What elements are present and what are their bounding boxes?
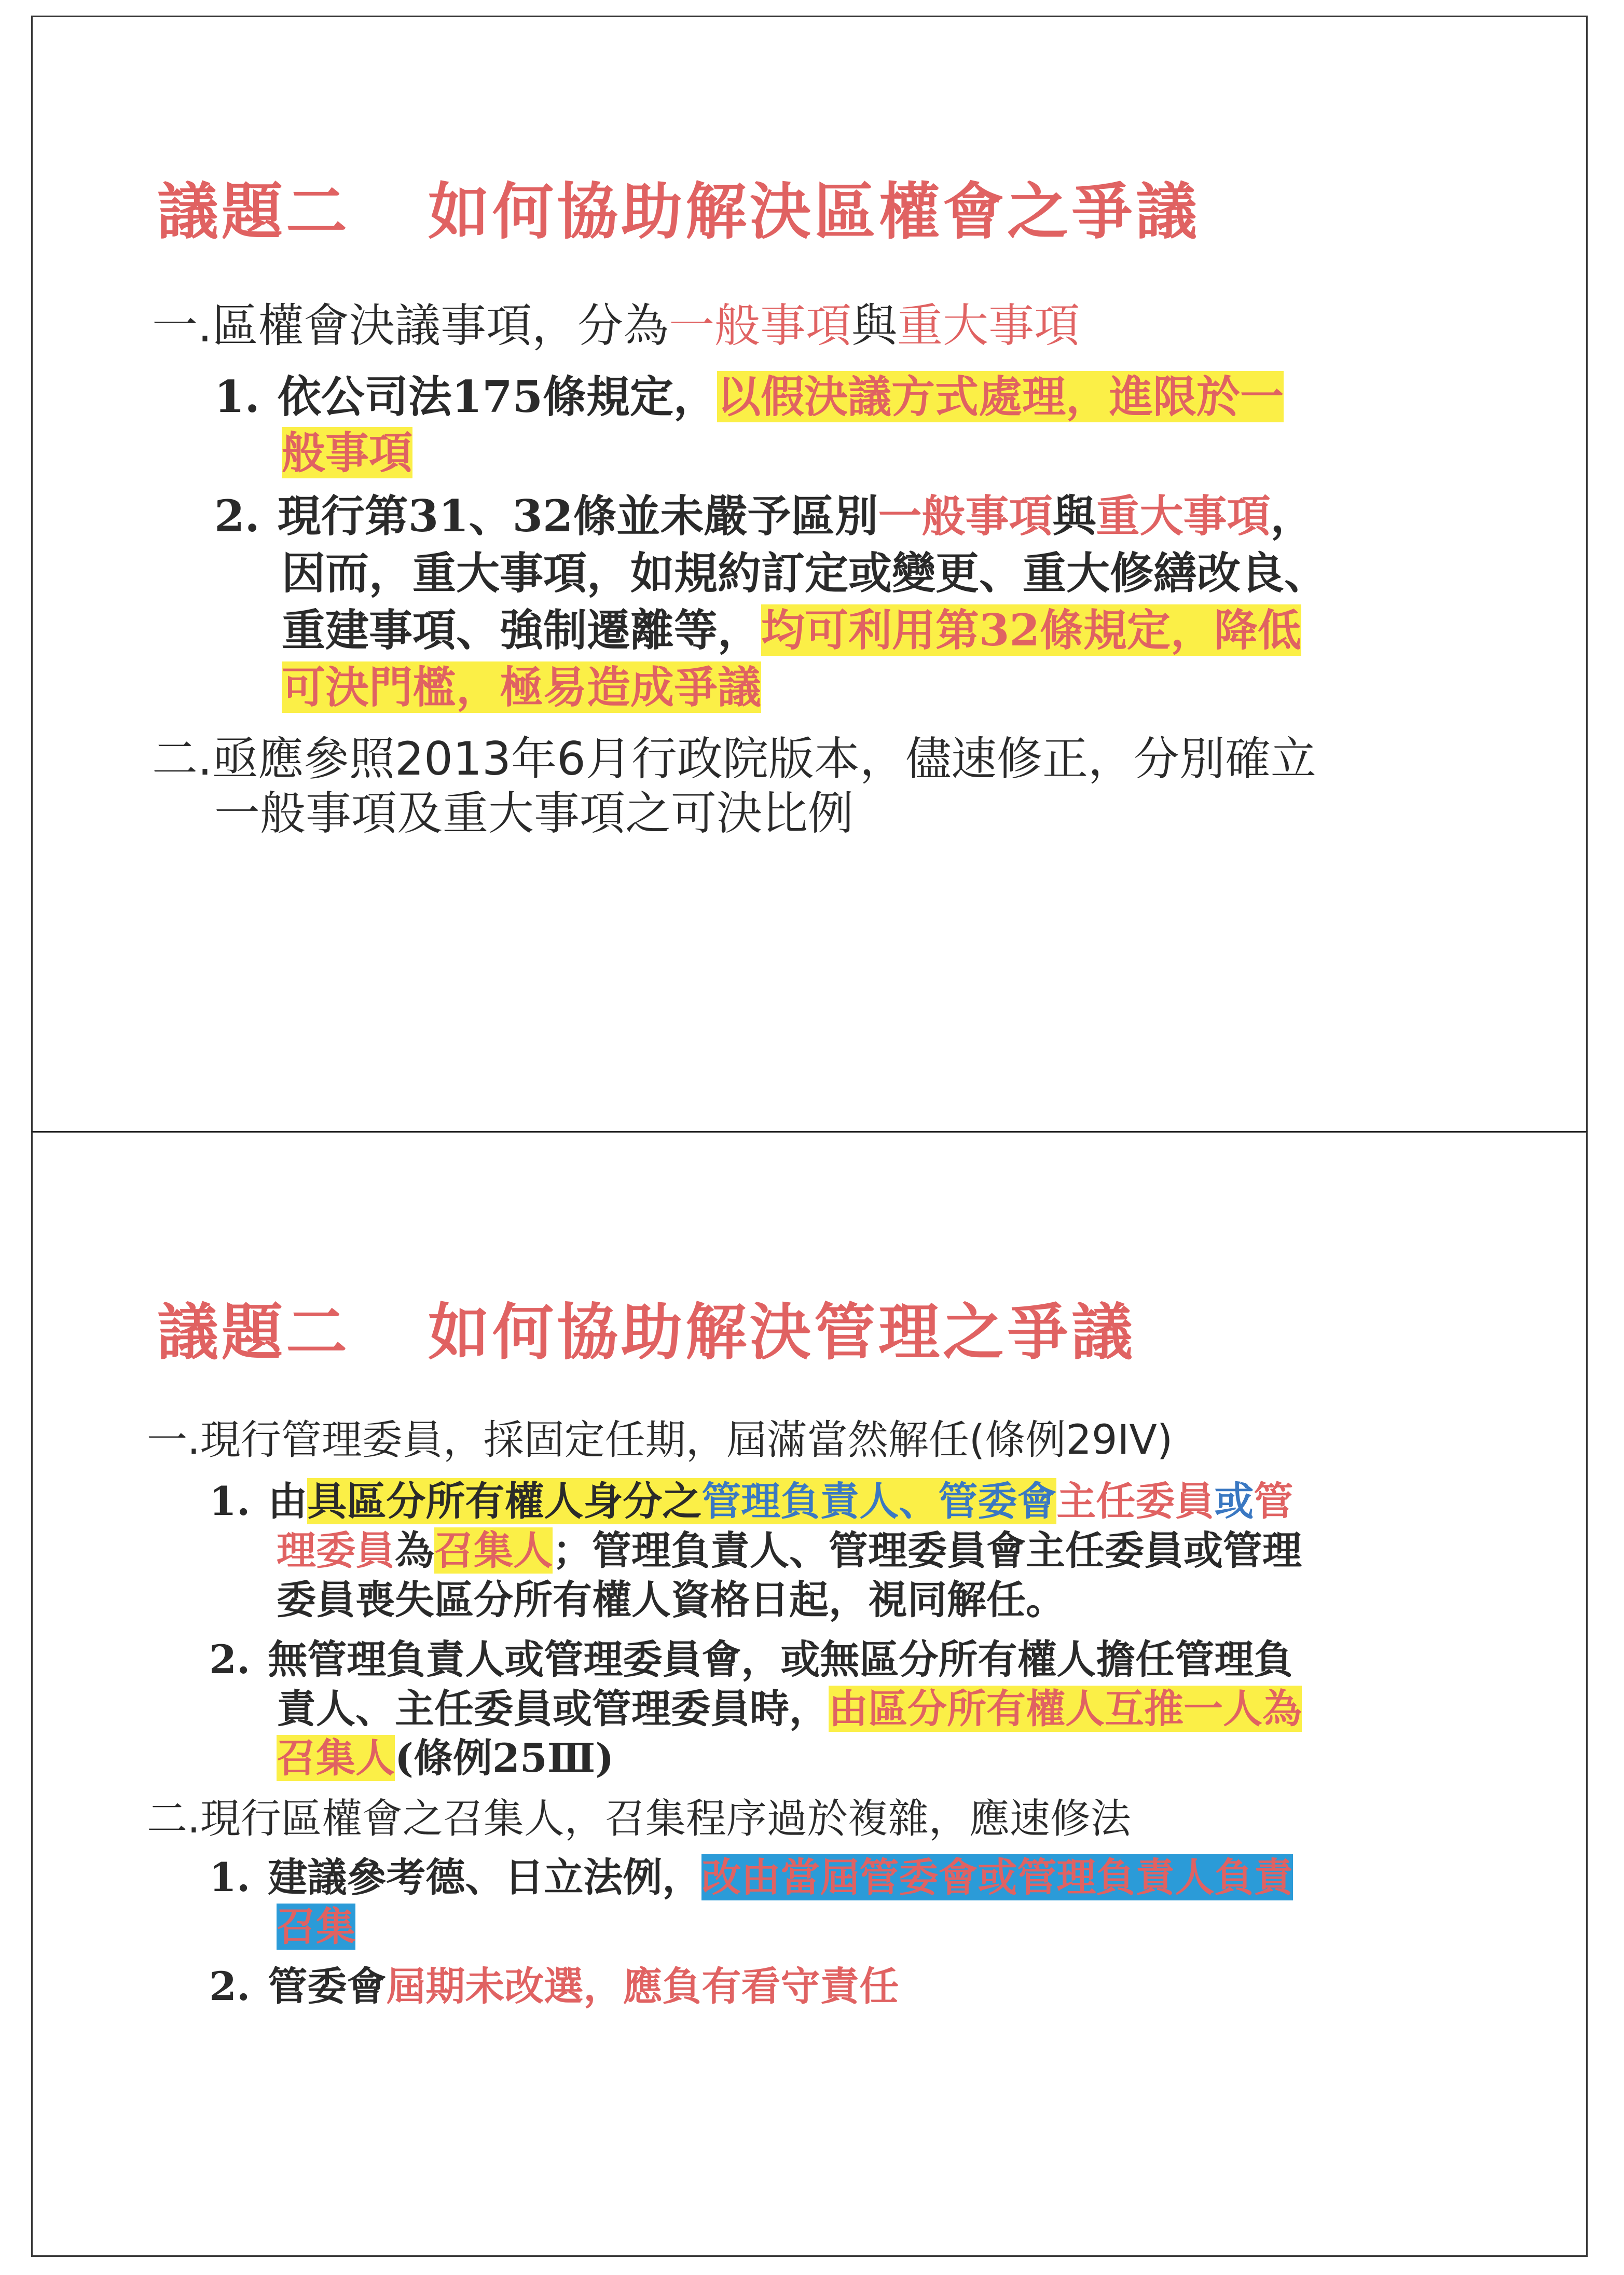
subitem-1-2 <box>214 481 1314 544</box>
subitem-1-1 <box>209 1470 1293 1526</box>
highlighted-text: 由區分所有權人互推一人為 <box>829 1686 1302 1732</box>
subitem-1-1-cont <box>282 418 412 481</box>
subitem-1-2 <box>209 1628 1293 1685</box>
text: 一.現行管理委員，採固定任期，屆滿當然解任(條例29IV) <box>147 1417 1173 1464</box>
text: 一.區權會決議事項，分為 <box>152 299 669 352</box>
highlighted-text: 均可利用第32條規定，降低 <box>761 604 1301 656</box>
text: 管委會 <box>268 1963 387 2009</box>
highlighted-text: 具區分所有權人身分之 <box>307 1478 702 1524</box>
highlighted-text: 召集人 <box>434 1527 553 1574</box>
slide-1 <box>31 16 1588 1137</box>
text: 現行第31、32條並未嚴予區別 <box>277 490 878 542</box>
item-number: 1. <box>214 371 260 422</box>
title-topic: 議題二 <box>157 1296 351 1368</box>
text: 二.現行區權會之召集人，召集程序過於複雜，應速修法 <box>147 1796 1131 1842</box>
text: (條例25Ⅲ) <box>395 1735 614 1781</box>
text: 與 <box>1052 490 1096 542</box>
item-2-heading-cont <box>214 777 854 843</box>
text: 由 <box>268 1478 308 1524</box>
text: 建議參考德、日立法例， <box>268 1854 702 1900</box>
text: 因而，重大事項，如規約訂定或變更、重大修繕改良、 <box>282 547 1328 599</box>
title-topic: 議題二 <box>157 175 351 247</box>
subitem-1-1-cont <box>277 1519 1302 1576</box>
text-red: 理委員 <box>277 1527 395 1574</box>
highlighted-text-blue-bg: 召集 <box>277 1904 355 1950</box>
highlighted-text: 般事項 <box>282 427 413 478</box>
text-red: 一般事項 <box>878 490 1053 542</box>
highlighted-text-blue-bg: 改由當屆管委會或管理負責人負責 <box>701 1854 1293 1900</box>
item-number: 1. <box>209 1478 251 1524</box>
text-red: 主任委員 <box>1056 1478 1215 1524</box>
text: ， <box>1270 490 1314 542</box>
text: 責人、主任委員或管理委員時， <box>277 1686 829 1732</box>
text: 無管理負責人或管理委員會，或無區分所有權人擔任管理負 <box>268 1636 1293 1683</box>
text-blue: 或 <box>1214 1478 1254 1524</box>
text: 一般事項及重大事項之可決比例 <box>214 787 854 840</box>
highlighted-text: 可決門檻，極易造成爭議 <box>282 661 762 713</box>
text: ；管理負責人、管理委員會主任委員或管理 <box>553 1527 1302 1574</box>
item-1-heading <box>152 289 1080 355</box>
text: 重建事項、強制遷離等， <box>282 604 762 656</box>
subitem-2-1 <box>209 1846 1293 1902</box>
subitem-1-2-cont <box>277 1727 614 1783</box>
subitem-1-2-cont <box>282 539 1328 601</box>
subitem-1-2-cont <box>282 596 1301 658</box>
title-text: 如何協助解決管理之爭議 <box>428 1296 1136 1368</box>
highlighted-text: 召集人 <box>277 1735 395 1781</box>
item-number: 2. <box>209 1963 251 2009</box>
slide-2 <box>31 1131 1588 2257</box>
text: 二.亟應參照2013年6月行政院版本，儘速修正，分別確立 <box>152 732 1316 785</box>
slide-1-title <box>157 162 1200 251</box>
slide-2-title <box>157 1283 1136 1371</box>
text-red: 重大事項 <box>1096 490 1271 542</box>
item-number: 2. <box>214 490 260 542</box>
subitem-2-1-cont <box>277 1895 355 1952</box>
highlighted-text-blue: 管理負責人、管委會 <box>701 1478 1057 1524</box>
item-number: 1. <box>209 1854 251 1900</box>
text: 依公司法175條規定， <box>277 371 718 422</box>
text-red: 一般事項 <box>668 299 851 352</box>
subitem-1-2-cont <box>282 653 761 715</box>
text-red: 屆期未改選，應負有看守責任 <box>386 1963 899 2009</box>
subitem-2-2 <box>209 1955 899 2011</box>
text: 為 <box>395 1527 434 1574</box>
highlighted-text: 以假決議方式處理，進限於一 <box>717 371 1284 422</box>
subitem-1-2-cont <box>277 1677 1302 1734</box>
text: 與 <box>851 299 898 352</box>
item-1-heading <box>147 1408 1173 1466</box>
item-2-heading <box>147 1786 1131 1844</box>
text-red: 管 <box>1254 1478 1293 1524</box>
subitem-1-1 <box>214 362 1284 425</box>
item-number: 2. <box>209 1636 251 1683</box>
text: 委員喪失區分所有權人資格日起，視同解任。 <box>277 1577 1065 1623</box>
text-red: 重大事項 <box>897 299 1080 352</box>
subitem-1-1-cont <box>277 1568 1065 1625</box>
title-text: 如何協助解決區權會之爭議 <box>428 175 1201 247</box>
